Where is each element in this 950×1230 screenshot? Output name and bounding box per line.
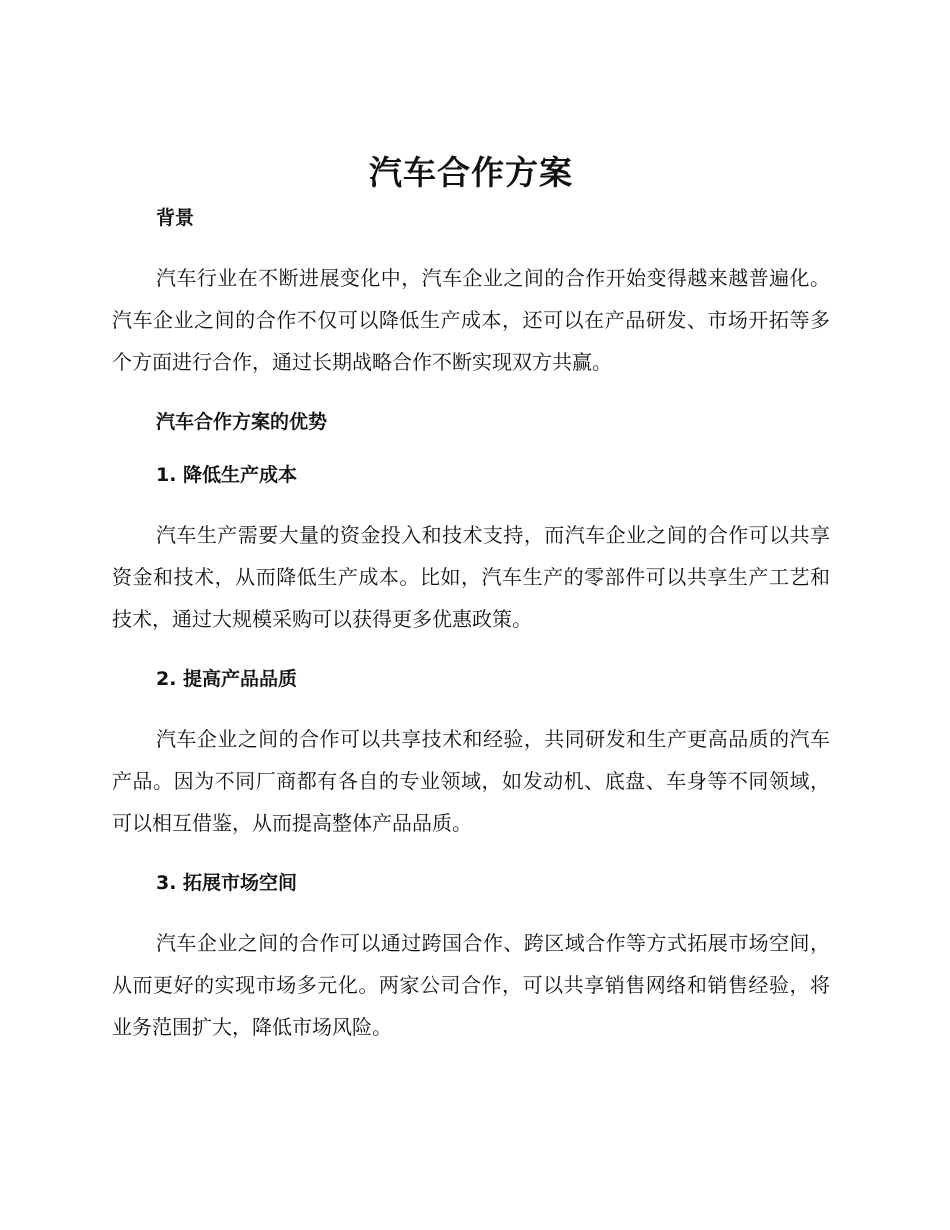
document-page [112,150,830,1048]
section-heading-advantages: 汽车合作方案的优势 [156,411,328,433]
section-heading-market: 3. 拓展市场空间 [156,872,298,894]
section-heading-quality: 2. 提高产品品质 [156,668,298,690]
paragraph-cost: 汽车生产需要大量的资金投入和技术支持，而汽车企业之间的合作可以共享资金和技术，从而降低生产成本。比如，汽车生产的零部件可以共享生产工艺和技术，通过大规模采购可以获得更多优惠政策。 [112,523,830,631]
paragraph-quality: 汽车企业之间的合作可以共享技术和经验，共同研发和生产更高品质的汽车产品。因为不同厂商都有各自的专业领域，如发动机、底盘、车身等不同领域，可以相互借鉴，从而提高整体产品品质。 [112,727,830,835]
section-heading-background: 背景 [156,207,195,229]
paragraph-market: 汽车企业之间的合作可以通过跨国合作、跨区域合作等方式拓展市场空间，从而更好的实现市场多元化。两家公司合作，可以共享销售网络和销售经验，将业务范围扩大，降低市场风险。 [112,931,830,1039]
paragraph-background: 汽车行业在不断进展变化中，汽车企业之间的合作开始变得越来越普遍化。汽车企业之间的合作不仅可以降低生产成本，还可以在产品研发、市场开拓等多个方面进行合作，通过长期战略合作不断实现双方共赢。 [112,266,830,374]
document-title: 汽车合作方案 [369,153,573,192]
section-heading-cost: 1. 降低生产成本 [156,464,298,486]
